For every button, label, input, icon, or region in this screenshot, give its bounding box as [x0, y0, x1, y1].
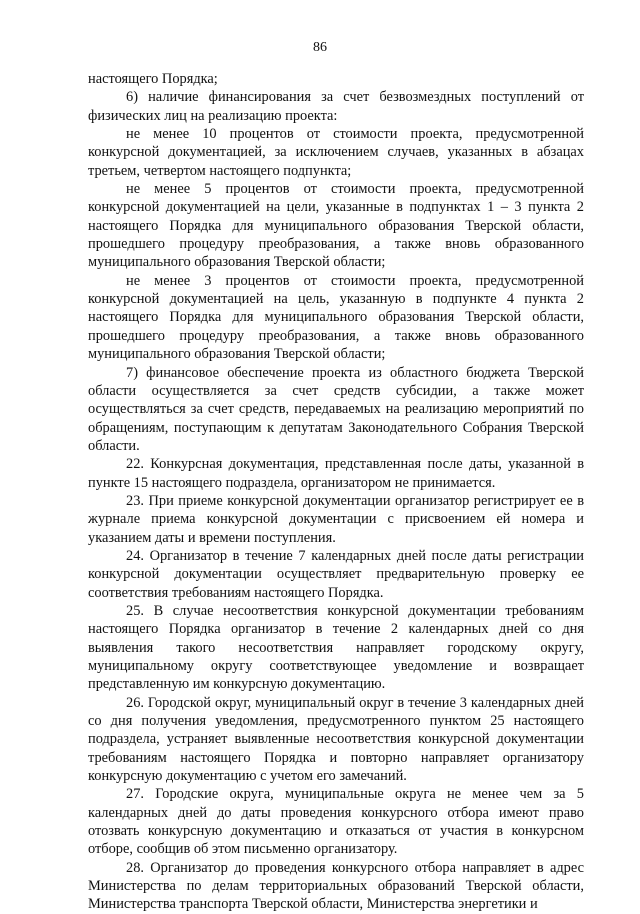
paragraph-24: 24. Организатор в течение 7 календарных дней после даты регистрации конкурсной документации осуществляет предварительную проверку ее соответствия требованиям настоящего Порядка. — [88, 547, 584, 601]
paragraph-item-7: 7) финансовое обеспечение проекта из областного бюджета Тверской области осуществляется за счет средств субсидии, а также может осуществляться за счет средств, передаваемых на реализацию мероприятий по обращениям, поступающим к депутатам Законодательного Собрания Тверской области. — [88, 364, 584, 454]
page-number: 86 — [313, 40, 327, 55]
paragraph-sub-10-percent: не менее 10 процентов от стоимости проекта, предусмотренной конкурсной документацией, за исключением случаев, указанных в абзацах третьем, четвертом настоящего подпункта; — [88, 126, 584, 179]
paragraph-sub-5-percent: не менее 5 процентов от стоимости проекта, предусмотренной конкурсной документацией на цели, указанные в подпунктах 1 – 3 пункта 2 настоящего Порядка для муниципального образования Тверской области, прошедшего процедуру преобразования, а также вновь образованного муниципального образования Тверской области; — [88, 181, 584, 271]
paragraph-27: 27. Городские округа, муниципальные округа не менее чем за 5 календарных дней до даты проведения конкурсного отбора имеют право отозвать конкурсную документацию и отказаться от участия в конкурсном отборе, сообщив об этом письменно организатору. — [88, 786, 584, 858]
paragraph-26: 26. Городской округ, муниципальный округ в течение 3 календарных дней со дня получения уведомления, предусмотренного пунктом 25 настоящего подраздела, устраняет выявленные несоответствия конкурсной документации требованиям настоящего Порядка и повторно направляет организатору конкурсную документацию с учетом его замечаний. — [88, 694, 584, 785]
paragraph-22: 22. Конкурсная документация, представленная после даты, указанной в пункте 15 настоящего подраздела, организатором не принимается. — [88, 456, 584, 491]
paragraph-continuation: настоящего Порядка; — [88, 71, 218, 87]
paragraph-sub-3-percent: не менее 3 процентов от стоимости проекта, предусмотренной конкурсной документацией на цель, указанную в подпункте 4 пункта 2 настоящего Порядка для муниципального образования Тверской области, прошедшего процедуру преобразования, а также вновь образованного муниципального образования Тверской области; — [88, 272, 584, 363]
paragraph-28: 28. Организатор до проведения конкурсного отбора направляет в адрес Министерства по делам территориальных образований Тверской области, Министерства транспорта Тверской области, Министерства энергетики и — [88, 859, 584, 913]
paragraph-25: 25. В случае несоответствия конкурсной документации требованиям настоящего Порядка организатор в течение 2 календарных дней со дня выявления такого несоответствия направляет городскому округу, муниципальному округу соответствующее уведомление и возвращает представленную им конкурсную документацию. — [88, 602, 584, 693]
paragraph-23: 23. При приеме конкурсной документации организатор регистрирует ее в журнале приема конкурсной документации с присвоением ей номера и указанием даты и времени поступления. — [88, 492, 584, 546]
document-body — [88, 70, 584, 914]
paragraph-item-6: 6) наличие финансирования за счет безвозмездных поступлений от физических лиц на реализацию проекта: — [88, 89, 584, 124]
